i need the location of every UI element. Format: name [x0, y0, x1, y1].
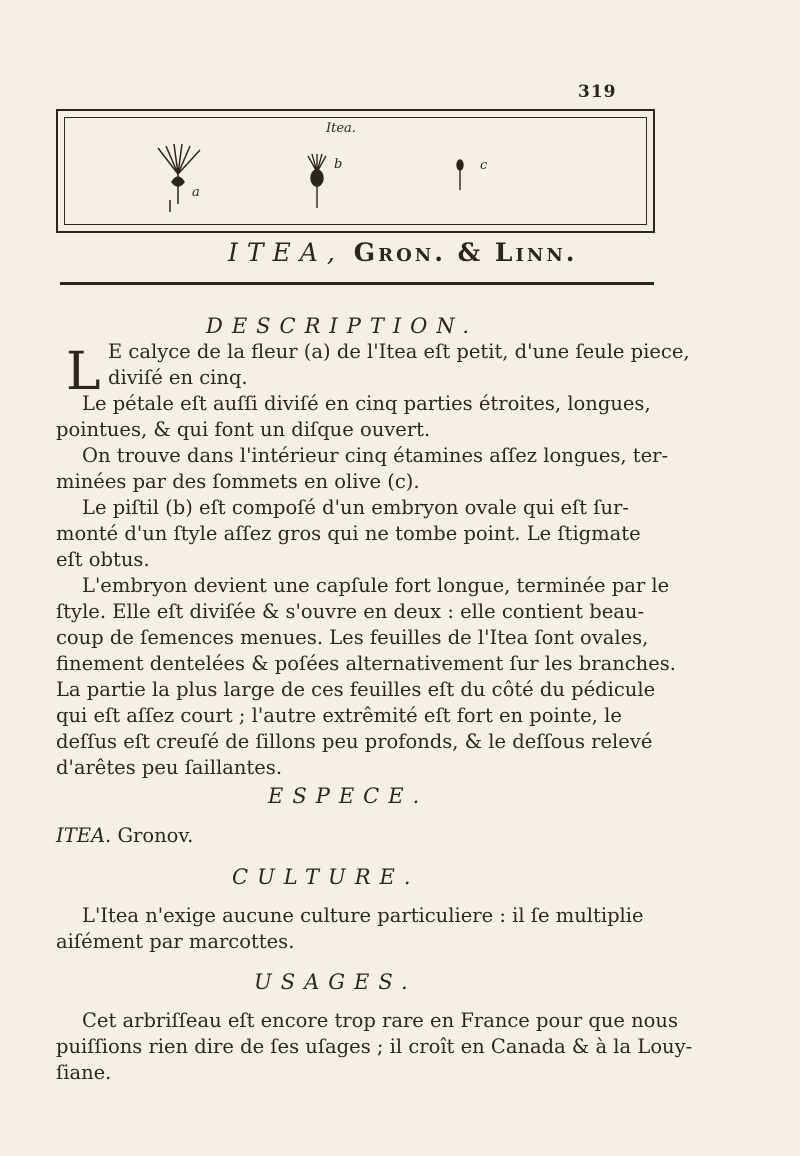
description-line: On trouve dans l'intérieur cinq étamines aſſez longues, ter-: [82, 444, 669, 467]
figure-letter-c: c: [480, 158, 488, 173]
usages-line: Cet arbriſſeau eſt encore trop rare en France pour que nous: [82, 1009, 678, 1032]
usages-line: puiſſions rien dire de ſes uſages ; il croît en Canada & à la Louy-: [56, 1035, 693, 1058]
genus-name: ITEA,: [228, 238, 344, 267]
description-line: pointues, & qui font un diſque ouvert.: [56, 418, 431, 441]
espece-heading: ESPECE.: [268, 784, 429, 808]
description-line: Le piſtil (b) eſt compoſé d'un embryon ovale qui eſt ſur-: [82, 496, 629, 519]
genus-authors: Gron. & Linn.: [353, 238, 578, 267]
usages-heading: USAGES.: [254, 970, 417, 994]
title-rule: [60, 282, 654, 285]
description-line: coup de ſemences menues. Les feuilles de l'Itea ſont ovales,: [56, 626, 649, 649]
description-line: ſtyle. Elle eſt diviſée & s'ouvre en deux : elle contient beau-: [56, 600, 645, 623]
description-line: diviſé en cinq.: [108, 366, 248, 389]
plate-label: Itea.: [326, 121, 356, 136]
figure-letter-b: b: [334, 157, 343, 172]
description-line: finement dentelées & poſées alternativement ſur les branches.: [56, 652, 676, 675]
culture-line: L'Itea n'exige aucune culture particuliere : il ſe multiplie: [82, 904, 644, 927]
drop-cap: L: [66, 342, 101, 402]
description-line: deſſus eſt creuſé de ſillons peu profonds, & le deſſous relevé: [56, 730, 653, 753]
figure-letter-a: a: [192, 185, 200, 200]
description-line: E calyce de la fleur (a) de l'Itea eſt petit, d'une ſeule piece,: [108, 340, 690, 363]
genus-title: [228, 238, 578, 267]
description-line: L'embryon devient une capſule fort longue, terminée par le: [82, 574, 670, 597]
culture-line: aiſément par marcottes.: [56, 930, 295, 953]
page-number: 319: [578, 82, 617, 102]
description-line: d'arêtes peu ſaillantes.: [56, 756, 283, 779]
description-line: minées par des ſommets en olive (c).: [56, 470, 420, 493]
culture-heading: CULTURE.: [232, 865, 420, 889]
espece-author: Gronov.: [117, 824, 194, 847]
espece-genus: ITEA.: [56, 824, 112, 847]
usages-line: ſiane.: [56, 1061, 112, 1084]
stamen-figure-c: [454, 158, 466, 192]
description-line: eſt obtus.: [56, 548, 150, 571]
flower-figure-a: [148, 142, 208, 212]
description-line: monté d'un ſtyle aſſez gros qui ne tombe point. Le ſtigmate: [56, 522, 641, 545]
pistil-figure-b: [302, 150, 332, 210]
description-heading: DESCRIPTION.: [206, 314, 479, 338]
espece-entry: [56, 826, 193, 846]
description-line: La partie la plus large de ces feuilles eſt du côté du pédicule: [56, 678, 656, 701]
description-line: Le pétale eſt auſſi diviſé en cinq parties étroites, longues,: [82, 392, 651, 415]
description-line: qui eſt aſſez court ; l'autre extrêmité eſt fort en pointe, le: [56, 704, 622, 727]
